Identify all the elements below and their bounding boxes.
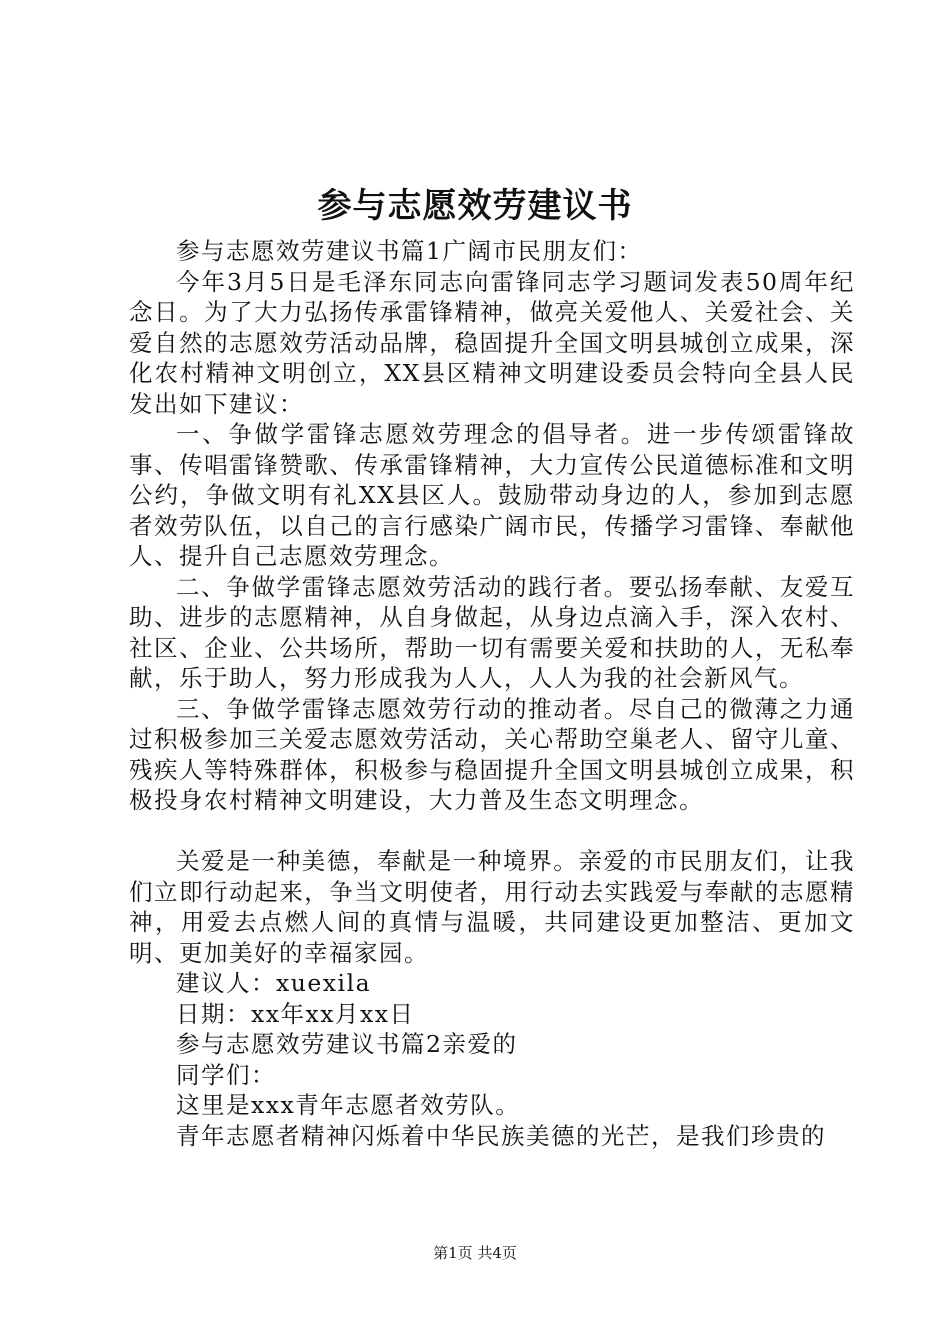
paragraph-point-two: 二、争做学雷锋志愿效劳活动的践行者。要弘扬奉献、友爱互助、进步的志愿精神，从自身做起，从身边点滴入手，深入农村、社区、企业、公共场所，帮助一切有需要关爱和扶助的人，无私奉献，乐于助人，努力形成我为人人，人人为我的社会新风气。 (129, 572, 855, 692)
paragraph-closing: 关爱是一种美德，奉献是一种境界。亲爱的市民朋友们，让我们立即行动起来，争当文明使者，用行动去实践爱与奉献的志愿精神，用爱去点燃人间的真情与温暖，共同建设更加整洁、更加文明、更加美好的幸福家园。 (129, 847, 855, 967)
paragraph-intro: 今年3月5日是毛泽东同志向雷锋同志学习题词发表50周年纪念日。为了大力弘扬传承雷锋精神，做亮关爱他人、关爱社会、关爱自然的志愿效劳活动品牌，稳固提升全国文明县城创立成果，深化农村精神文明创立，XX县区精神文明建设委员会特向全县人民发出如下建议： (129, 267, 855, 418)
paragraph-salutation: 参与志愿效劳建议书篇1广阔市民朋友们： (176, 237, 643, 265)
date-line: 日期：xx年xx月xx日 (176, 999, 415, 1028)
document-title: 参与志愿效劳建议书 (317, 186, 633, 226)
proposer-line: 建议人：xuexila (176, 969, 372, 997)
article-two-intro: 这里是xxx青年志愿者效劳队。 (176, 1091, 521, 1119)
document-body (129, 236, 855, 1151)
article-two-paragraph: 青年志愿者精神闪烁着中华民族美德的光芒，是我们珍贵的 (176, 1121, 826, 1150)
article-two-salutation: 同学们： (176, 1060, 276, 1089)
paragraph-point-three: 三、争做学雷锋志愿效劳行动的推动者。尽自己的微薄之力通过积极参加三关爱志愿效劳活动，关心帮助空巢老人、留守儿童、残疾人等特殊群体，积极参与稳固提升全国文明县城创立成果，积极投身农村精神文明建设，大力普及生态文明理念。 (129, 694, 855, 814)
paragraph-point-one: 一、争做学雷锋志愿效劳理念的倡导者。进一步传颂雷锋故事、传唱雷锋赞歌、传承雷锋精神，大力宣传公民道德标准和文明公约，争做文明有礼XX县区人。鼓励带动身边的人，参加到志愿者效劳队伍，以自己的言行感染广阔市民，传播学习雷锋、奉献他人、提升自己志愿效劳理念。 (129, 420, 855, 570)
page-indicator: 第1页 共4页 (433, 1244, 517, 1262)
article-two-heading: 参与志愿效劳建议书篇2亲爱的 (176, 1030, 518, 1058)
